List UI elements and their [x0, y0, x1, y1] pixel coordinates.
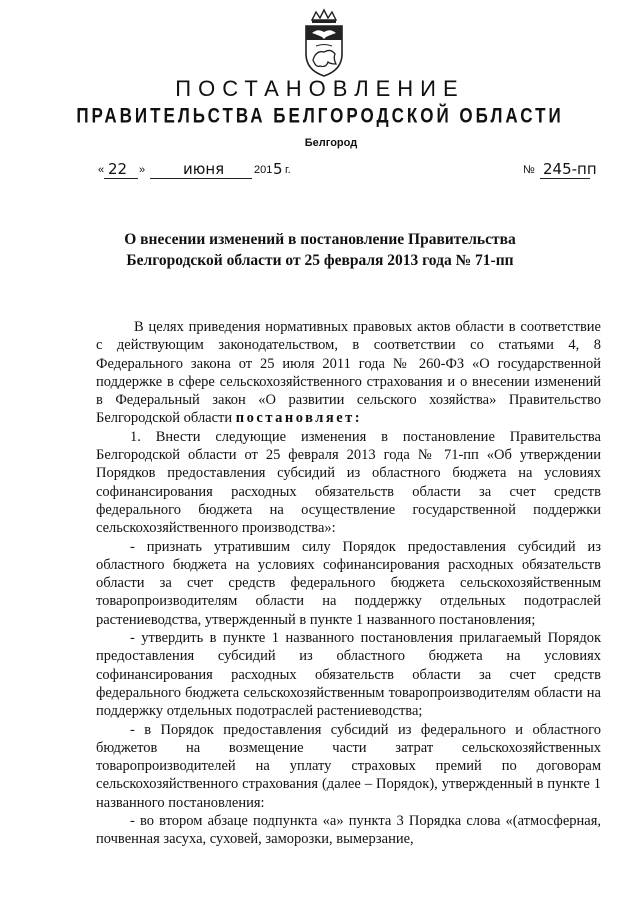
subject-line-2: Белгородской области от 25 февраля 2013 года № 71-пп [126, 252, 514, 269]
subject-line-1: О внесении изменений в постановление Правительства [124, 231, 516, 248]
document-number: 245-пп [543, 160, 597, 178]
date-year-prefix: 201 [254, 164, 273, 176]
coat-of-arms-icon [298, 8, 350, 80]
document-body [96, 318, 601, 849]
date-day: 22 [108, 160, 128, 178]
dateline [0, 160, 640, 180]
paragraph-preamble: В целях приведения нормативных правовых актов области в соответствие с действующим законодательством, в соответствии со статьями 4, 8 Федерального закона от 25 июля 2011 года № 260-ФЗ «О государственной поддержке в сфере сельскохозяйственного страхования и о внесении изменений в Федеральный закон «О развитии сельского хозяйства» Правительство Белгородской области постановляет: [96, 319, 601, 427]
date-year-suffix: г. [285, 164, 291, 176]
quote-close: » [139, 164, 146, 176]
date-year-digit: 5 [273, 160, 283, 178]
resolves-keyword: постановляет: [235, 410, 363, 427]
date-month: июня [183, 160, 225, 178]
city-name: Белгород [304, 137, 358, 149]
quote-open: « [98, 164, 105, 176]
number-prefix: № [523, 164, 535, 176]
issuing-authority: ПРАВИТЕЛЬСТВА БЕЛГОРОДСКОЙ ОБЛАСТИ [76, 103, 564, 128]
paragraph-item-1: 1. Внести следующие изменения в постановление Правительства Белгородской области от 25 февраля 2013 года № 71-пп «Об утверждении Порядков предоставления субсидий из областного бюджета на условиях софинансирования расходных обязательств области за счет средств федерального бюджета на осуществление государственной поддержки сельскохозяйственного производства»: [96, 428, 601, 537]
paragraph-repeal: - признать утратившим силу Порядок предоставления субсидий из областного бюджета на условиях софинансирования расходных обязательств области за счет средств федерального бюджета сельскохозяйственным товаропроизводителям области на поддержку отдельных подотраслей растениеводства, утвержденный в пункте 1 названного постановления; [96, 538, 601, 628]
paragraph-amend-procedure: - в Порядок предоставления субсидий из федерального и областного бюджетов на возмещение части затрат сельскохозяйственных товаропроизводителей на уплату страховых премий по договорам сельскохозяйственного страхования (далее – Порядок), утвержденный в пункте 1 названного постановления: [96, 721, 601, 811]
paragraph-approve: - утвердить в пункте 1 названного постановления прилагаемый Порядок предоставления субсидий из областного бюджета на условиях софинансирования расходных обязательств области за счет средств федерального бюджета сельскохозяйственным товаропроизводителям области на поддержку отдельных подотраслей растениеводства; [96, 630, 601, 720]
document-subject [0, 229, 640, 271]
document-type-heading: ПОСТАНОВЛЕНИЕ [175, 76, 465, 101]
paragraph-second-abzac: - во втором абзаце подпункта «а» пункта 3 Порядка слова «(атмосферная, почвенная засуха, суховей, заморозки, вымерзание, [96, 813, 601, 848]
